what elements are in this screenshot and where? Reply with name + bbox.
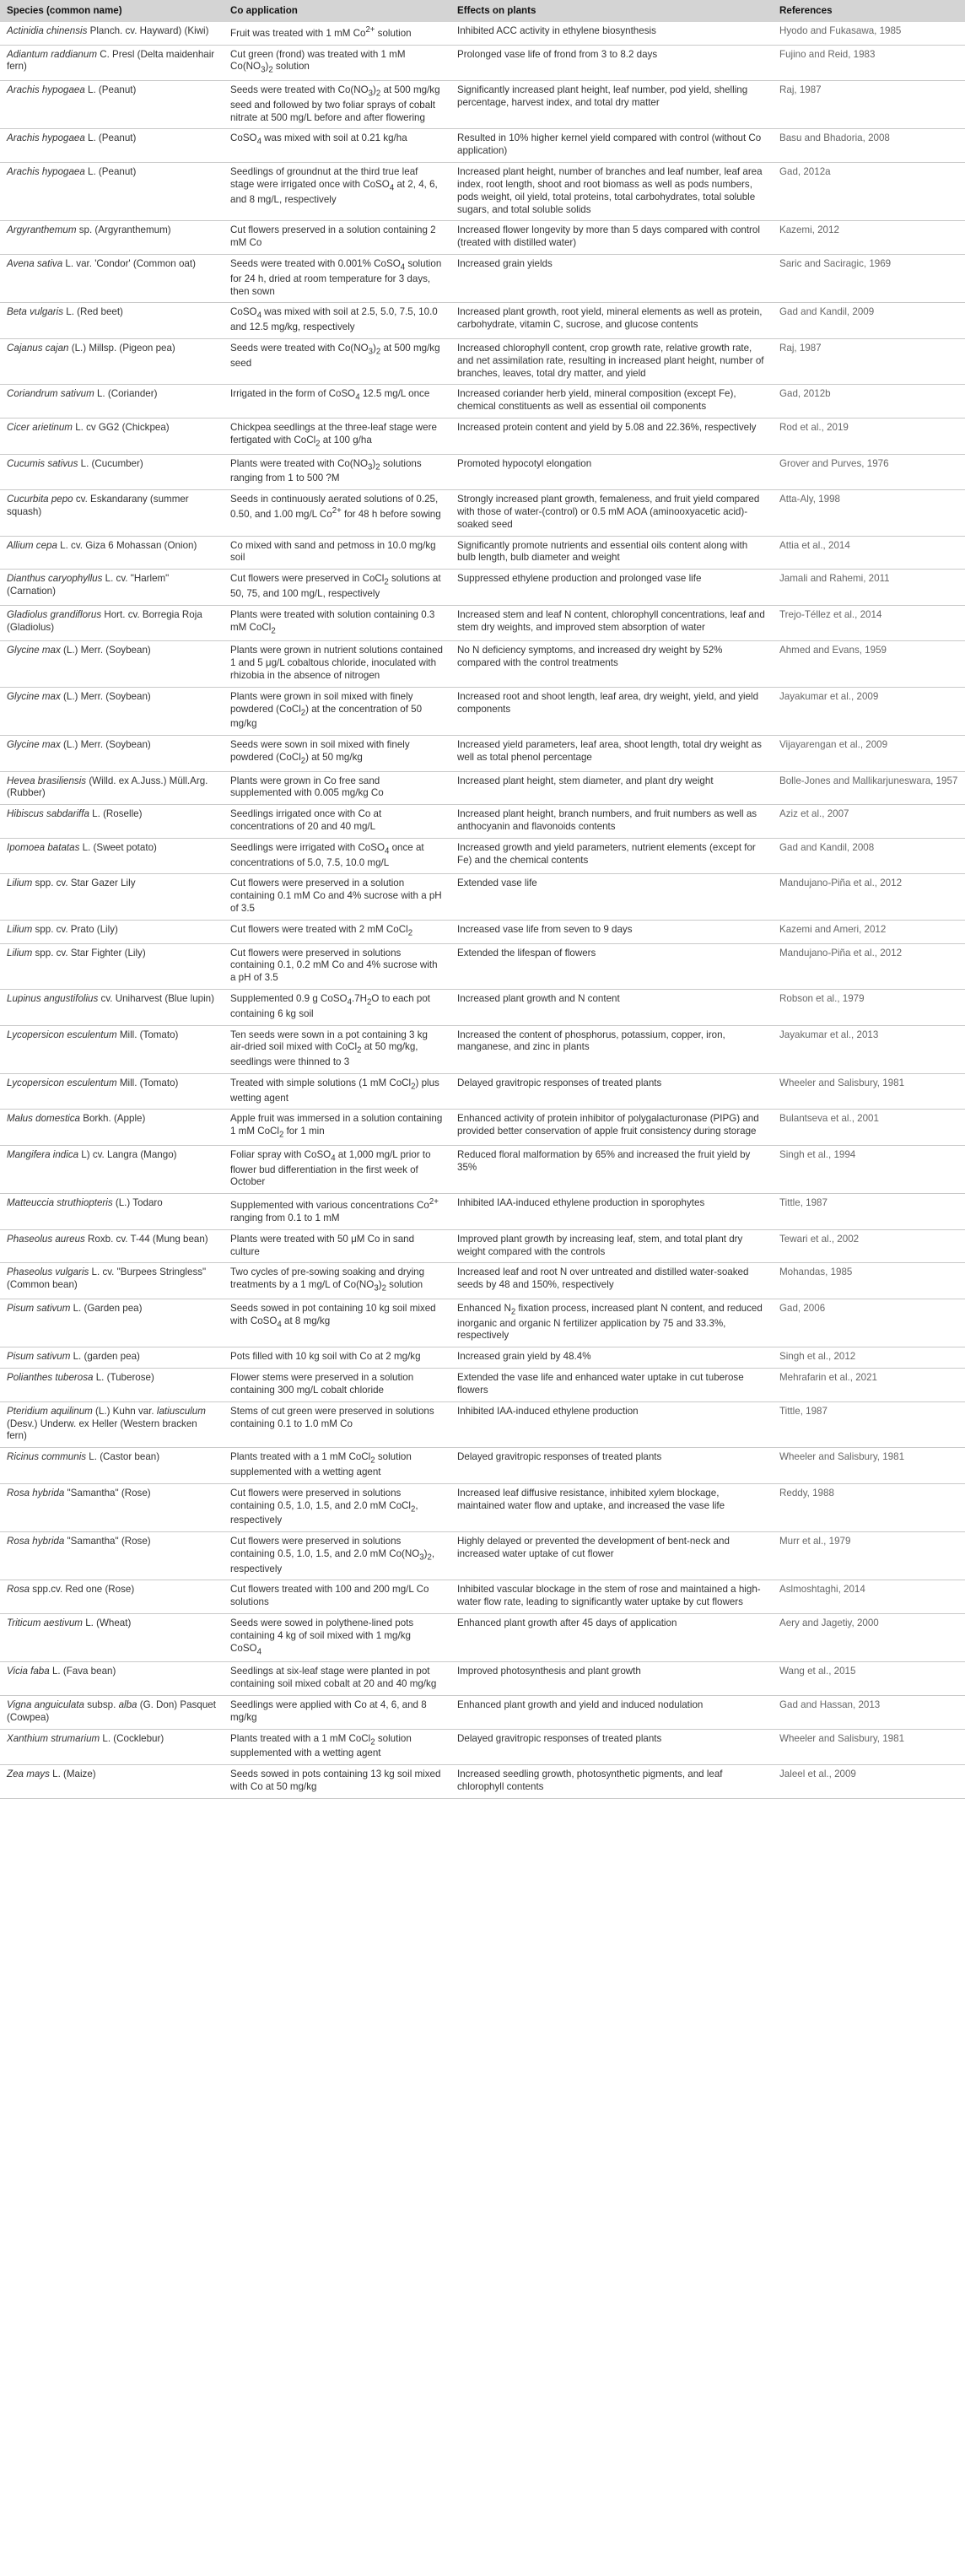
effects-cell: Improved plant growth by increasing leaf, stem, and total plant dry weight compared with the controls: [450, 1229, 773, 1263]
species-cell: Dianthus caryophyllus L. cv. "Harlem" (Carnation): [0, 570, 224, 606]
species-cell: Matteuccia struthiopteris (L.) Todaro: [0, 1194, 224, 1230]
co-application-cell: Seeds were sowed in polythene-lined pots containing 4 kg of soil mixed with 1 mg/kg CoSO$_4$: [224, 1614, 450, 1662]
reference-cell: Aery and Jagetiy, 2000: [773, 1614, 965, 1662]
effects-cell: Inhibited vascular blockage in the stem of rose and maintained a high-water flow rate, leading to significantly water uptake by cut flowers: [450, 1580, 773, 1614]
effects-cell: Improved photosynthesis and plant growth: [450, 1662, 773, 1696]
co-application-cell: Plants treated with a 1 mM CoCl$_2$ solution supplemented with a wetting agent: [224, 1448, 450, 1484]
species-cell: Lilium spp. cv. Prato (Lily): [0, 920, 224, 943]
species-cell: Glycine max (L.) Merr. (Soybean): [0, 641, 224, 687]
co-application-cell: Seeds sowed in pot containing 10 kg soil mixed with CoSO$_4$ at 8 mg/kg: [224, 1299, 450, 1347]
species-cell: Rosa spp.cv. Red one (Rose): [0, 1580, 224, 1614]
co-application-cell: Seeds were treated with 0.001% CoSO$_4$ solution for 24 h, dried at room temperature for 3 days, then sown: [224, 255, 450, 303]
reference-cell: Vijayarengan et al., 2009: [773, 736, 965, 772]
co-application-cell: CoSO$_4$ was mixed with soil at 2.5, 5.0, 7.5, 10.0 and 12.5 mg/kg, respectively: [224, 303, 450, 339]
effects-cell: Increased grain yield by 48.4%: [450, 1347, 773, 1369]
effects-cell: Increased plant growth, root yield, mineral elements as well as protein, carbohydrate, vitamin C, sucrose, and glucose contents: [450, 303, 773, 339]
species-cell: Coriandrum sativum L. (Coriander): [0, 385, 224, 419]
table-row: [0, 1263, 965, 1299]
table-row: [0, 1662, 965, 1696]
co-application-cell: Cut flowers preserved in a solution containing 2 mM Co: [224, 221, 450, 255]
effects-cell: Increased plant height, branch numbers, and fruit numbers as well as anthocyanin and flavonoids contents: [450, 805, 773, 839]
species-cell: Pisum sativum L. (Garden pea): [0, 1299, 224, 1347]
effects-cell: Suppressed ethylene production and prolonged vase life: [450, 570, 773, 606]
effects-cell: Increased seedling growth, photosynthetic pigments, and leaf chlorophyll contents: [450, 1765, 773, 1799]
header-co-application: Co application: [224, 0, 450, 22]
effects-cell: Significantly promote nutrients and essential oils content along with bulb length, bulb diameter and weight: [450, 536, 773, 570]
effects-cell: Increased coriander herb yield, mineral composition (except Fe), chemical constituents as well as essential oil components: [450, 385, 773, 419]
table-row: [0, 490, 965, 536]
table-row: [0, 45, 965, 81]
species-cell: Rosa hybrida "Samantha" (Rose): [0, 1483, 224, 1531]
reference-cell: Tittle, 1987: [773, 1194, 965, 1230]
effects-cell: Increased stem and leaf N content, chlorophyll concentrations, leaf and stem dry weights, and improved stem absorption of water: [450, 605, 773, 641]
effects-cell: Significantly increased plant height, leaf number, pod yield, shelling percentage, harvest index, and total dry matter: [450, 81, 773, 129]
table-row: [0, 385, 965, 419]
species-cell: Pteridium aquilinum (L.) Kuhn var. latiusculum (Desv.) Underw. ex Heller (Western bracken fern): [0, 1401, 224, 1447]
co-application-cell: Two cycles of pre-sowing soaking and drying treatments by a 1 mg/L of $Co(NO_3)_2$ solution: [224, 1263, 450, 1299]
table-row: [0, 1696, 965, 1730]
co-application-cell: Fruit was treated with 1 mM $Co^{2+}$ solution: [224, 22, 450, 45]
co-application-cell: Seeds were treated with $Co(NO_3)_2$ at 500 mg/kg seed: [224, 338, 450, 384]
species-cell: Cajanus cajan (L.) Millsp. (Pigeon pea): [0, 338, 224, 384]
species-cell: Arachis hypogaea L. (Peanut): [0, 81, 224, 129]
co-application-cell: Irrigated in the form of CoSO$_4$ 12.5 mg/L once: [224, 385, 450, 419]
effects-cell: Delayed gravitropic responses of treated plants: [450, 1448, 773, 1484]
co-application-cell: Seedlings at six-leaf stage were planted in pot containing soil mixed cobalt at 20 and 40 mg/kg: [224, 1662, 450, 1696]
species-cell: Triticum aestivum L. (Wheat): [0, 1614, 224, 1662]
reference-cell: Aslmoshtaghi, 2014: [773, 1580, 965, 1614]
co-application-cell: Supplemented 0.9 g $CoSO_4.7H_2O$ to each pot containing 6 kg soil: [224, 990, 450, 1026]
co-application-cell: Cut flowers were preserved in CoCl$_2$ solutions at 50, 75, and 100 mg/L, respectively: [224, 570, 450, 606]
effects-cell: Increased plant growth and N content: [450, 990, 773, 1026]
reference-cell: Singh et al., 1994: [773, 1145, 965, 1193]
reference-cell: Trejo-Téllez et al., 2014: [773, 605, 965, 641]
effects-cell: Increased leaf diffusive resistance, inhibited xylem blockage, maintained water flow and uptake, and increased the vase life: [450, 1483, 773, 1531]
co-application-cell: Cut flowers were preserved in a solution containing 0.1 mM Co and 4% sucrose with a pH of 3.5: [224, 874, 450, 920]
reference-cell: Mandujano-Piña et al., 2012: [773, 943, 965, 989]
reference-cell: Singh et al., 2012: [773, 1347, 965, 1369]
table-row: [0, 338, 965, 384]
reference-cell: Kazemi and Ameri, 2012: [773, 920, 965, 943]
species-cell: Argyranthemum sp. (Argyranthemum): [0, 221, 224, 255]
co-application-cell: Apple fruit was immersed in a solution containing 1 mM CoCl$_2$ for 1 min: [224, 1110, 450, 1146]
co-application-cell: Supplemented with various concentrations $Co^{2+}$ ranging from 0.1 to 1 mM: [224, 1194, 450, 1230]
effects-cell: Enhanced plant growth after 45 days of application: [450, 1614, 773, 1662]
co-application-cell: Plants were treated with $Co(NO_3)_2$ solutions ranging from 1 to 500 ?M: [224, 454, 450, 490]
species-cell: Lilium spp. cv. Star Fighter (Lily): [0, 943, 224, 989]
species-cell: Rosa hybrida "Samantha" (Rose): [0, 1532, 224, 1580]
co-application-cell: Plants were grown in nutrient solutions contained 1 and 5 μg/L cobaltous chloride, inoculated with rhizobia in the absence of nitrogen: [224, 641, 450, 687]
reference-cell: Tittle, 1987: [773, 1401, 965, 1447]
reference-cell: Mehrafarin et al., 2021: [773, 1369, 965, 1402]
reference-cell: Robson et al., 1979: [773, 990, 965, 1026]
header-references: References: [773, 0, 965, 22]
co-application-cell: Plants were grown in Co free sand supplemented with 0.005 mg/kg Co: [224, 771, 450, 805]
reference-cell: Mohandas, 1985: [773, 1263, 965, 1299]
effects-cell: Prolonged vase life of frond from 3 to 8.2 days: [450, 45, 773, 81]
effects-cell: No N deficiency symptoms, and increased dry weight by 52% compared with the control treatments: [450, 641, 773, 687]
co-application-cell: Plants were treated with 50 μM Co in sand culture: [224, 1229, 450, 1263]
table-row: [0, 303, 965, 339]
reference-cell: Wheeler and Salisbury, 1981: [773, 1073, 965, 1110]
species-cell: Arachis hypogaea L. (Peanut): [0, 163, 224, 221]
reference-cell: Jayakumar et al., 2009: [773, 687, 965, 735]
species-cell: Hevea brasiliensis (Willd. ex A.Juss.) Müll.Arg. (Rubber): [0, 771, 224, 805]
table-row: [0, 1073, 965, 1110]
table-row: [0, 771, 965, 805]
effects-cell: Delayed gravitropic responses of treated plants: [450, 1729, 773, 1765]
co-application-cell: Seeds were treated with $Co(NO_3)_2$ at 500 mg/kg seed and followed by two foliar sprays of cobalt nitrate at 500 mg/L before and after flowering: [224, 81, 450, 129]
effects-cell: Inhibited IAA-induced ethylene production: [450, 1401, 773, 1447]
table-row: [0, 22, 965, 45]
table-row: [0, 1614, 965, 1662]
co-application-cell: Cut flowers were treated with 2 mM CoCl$_2$: [224, 920, 450, 943]
table-row: [0, 1401, 965, 1447]
table-row: [0, 736, 965, 772]
table-body: [0, 22, 965, 1799]
reference-cell: Bulantseva et al., 2001: [773, 1110, 965, 1146]
table-row: [0, 1229, 965, 1263]
table-row: [0, 419, 965, 455]
reference-cell: Grover and Purves, 1976: [773, 454, 965, 490]
table-row: [0, 805, 965, 839]
species-cell: Adiantum raddianum C. Presl (Delta maidenhair fern): [0, 45, 224, 81]
species-cell: Glycine max (L.) Merr. (Soybean): [0, 687, 224, 735]
table-row: [0, 570, 965, 606]
co-application-cell: Cut flowers were preserved in solutions containing 0.5, 1.0, 1.5, and 2.0 mM CoCl$_2$, respectively: [224, 1483, 450, 1531]
reference-cell: Gad, 2006: [773, 1299, 965, 1347]
species-cell: Zea mays L. (Maize): [0, 1765, 224, 1799]
reference-cell: Jayakumar et al., 2013: [773, 1025, 965, 1073]
table-row: [0, 1025, 965, 1073]
table-row: [0, 1194, 965, 1230]
species-cell: Allium cepa L. cv. Giza 6 Mohassan (Onion): [0, 536, 224, 570]
co-application-cell: Seeds sowed in pots containing 13 kg soil mixed with Co at 50 mg/kg: [224, 1765, 450, 1799]
co-application-cell: Co mixed with sand and petmoss in 10.0 mg/kg soil: [224, 536, 450, 570]
species-cell: Ipomoea batatas L. (Sweet potato): [0, 838, 224, 874]
reference-cell: Gad and Kandil, 2009: [773, 303, 965, 339]
effects-cell: Resulted in 10% higher kernel yield compared with control (without Co application): [450, 129, 773, 163]
reference-cell: Aziz et al., 2007: [773, 805, 965, 839]
reference-cell: Wang et al., 2015: [773, 1662, 965, 1696]
species-cell: Gladiolus grandiflorus Hort. cv. Borregia Roja (Gladiolus): [0, 605, 224, 641]
species-cell: Hibiscus sabdariffa L. (Roselle): [0, 805, 224, 839]
co-application-cell: Plants were grown in soil mixed with finely powdered (CoCl$_2$) at the concentration of 50 mg/kg: [224, 687, 450, 735]
effects-cell: Increased vase life from seven to 9 days: [450, 920, 773, 943]
species-cell: Cucurbita pepo cv. Eskandarany (summer squash): [0, 490, 224, 536]
effects-cell: Promoted hypocotyl elongation: [450, 454, 773, 490]
effects-cell: Inhibited ACC activity in ethylene biosynthesis: [450, 22, 773, 45]
table-row: [0, 641, 965, 687]
reference-cell: Gad and Hassan, 2013: [773, 1696, 965, 1730]
reference-cell: Gad and Kandil, 2008: [773, 838, 965, 874]
table-row: [0, 1110, 965, 1146]
co-application-cell: Seedlings were irrigated with CoSO$_4$ once at concentrations of 5.0, 7.5, 10.0 mg/L: [224, 838, 450, 874]
species-cell: Pisum sativum L. (garden pea): [0, 1347, 224, 1369]
species-cell: Vicia faba L. (Fava bean): [0, 1662, 224, 1696]
reference-cell: Basu and Bhadoria, 2008: [773, 129, 965, 163]
species-cell: Beta vulgaris L. (Red beet): [0, 303, 224, 339]
reference-cell: Rod et al., 2019: [773, 419, 965, 455]
reference-cell: Kazemi, 2012: [773, 221, 965, 255]
table-row: [0, 1347, 965, 1369]
effects-cell: Strongly increased plant growth, femaleness, and fruit yield compared with those of water-(control) or 0.5 mM AOA (aminooxyacetic acid)-soaked seed: [450, 490, 773, 536]
effects-cell: Increased protein content and yield by 5.08 and 22.36%, respectively: [450, 419, 773, 455]
reference-cell: Jaleel et al., 2009: [773, 1765, 965, 1799]
co-application-cell: Cut green (frond) was treated with 1 mM $Co(NO_3)_2$ solution: [224, 45, 450, 81]
table-row: [0, 605, 965, 641]
effects-cell: Increased leaf and root N over untreated and distilled water-soaked seeds by 48 and 150%, respectively: [450, 1263, 773, 1299]
species-cell: Polianthes tuberosa L. (Tuberose): [0, 1369, 224, 1402]
table-row: [0, 454, 965, 490]
table-row: [0, 1145, 965, 1193]
co-application-cell: Seeds were sown in soil mixed with finely powdered (CoCl$_2$) at 50 mg/kg: [224, 736, 450, 772]
species-cell: Lycopersicon esculentum Mill. (Tomato): [0, 1073, 224, 1110]
species-cell: Malus domestica Borkh. (Apple): [0, 1110, 224, 1146]
species-cell: Cucumis sativus L. (Cucumber): [0, 454, 224, 490]
effects-cell: Increased root and shoot length, leaf area, dry weight, yield, and yield components: [450, 687, 773, 735]
co-application-cell: Chickpea seedlings at the three-leaf stage were fertigated with CoCl$_2$ at 100 g/ha: [224, 419, 450, 455]
table-row: [0, 163, 965, 221]
co-application-cell: Foliar spray with CoSO$_4$ at 1,000 mg/L prior to flower bud differentiation in the first week of October: [224, 1145, 450, 1193]
table-header-row: [0, 0, 965, 22]
co-application-cell: Treated with simple solutions (1 mM CoCl$_2$) plus wetting agent: [224, 1073, 450, 1110]
reference-cell: Reddy, 1988: [773, 1483, 965, 1531]
species-cell: Glycine max (L.) Merr. (Soybean): [0, 736, 224, 772]
reference-cell: Raj, 1987: [773, 81, 965, 129]
co-application-cell: Cut flowers treated with 100 and 200 mg/L Co solutions: [224, 1580, 450, 1614]
table-row: [0, 129, 965, 163]
species-cell: Arachis hypogaea L. (Peanut): [0, 129, 224, 163]
table-row: [0, 1369, 965, 1402]
reference-cell: Tewari et al., 2002: [773, 1229, 965, 1263]
reference-cell: Atta-Aly, 1998: [773, 490, 965, 536]
table-row: [0, 990, 965, 1026]
header-effects: Effects on plants: [450, 0, 773, 22]
co-application-cell: Cut flowers were preserved in solutions containing 0.5, 1.0, 1.5, and 2.0 mM $Co(NO_3)_2$, respectively: [224, 1532, 450, 1580]
effects-cell: Increased the content of phosphorus, potassium, copper, iron, manganese, and zinc in plants: [450, 1025, 773, 1073]
species-cell: Actinidia chinensis Planch. cv. Hayward) (Kiwi): [0, 22, 224, 45]
header-species: Species (common name): [0, 0, 224, 22]
table-row: [0, 1580, 965, 1614]
reference-cell: Bolle-Jones and Mallikarjuneswara, 1957: [773, 771, 965, 805]
effects-cell: Extended the vase life and enhanced water uptake in cut tuberose flowers: [450, 1369, 773, 1402]
table-row: [0, 838, 965, 874]
reference-cell: Hyodo and Fukasawa, 1985: [773, 22, 965, 45]
co-application-cell: Seedlings irrigated once with Co at concentrations of 20 and 40 mg/L: [224, 805, 450, 839]
table-row: [0, 255, 965, 303]
co-application-cell: Flower stems were preserved in a solution containing 300 mg/L cobalt chloride: [224, 1369, 450, 1402]
table-row: [0, 1532, 965, 1580]
co-application-cell: CoSO$_4$ was mixed with soil at 0.21 kg/ha: [224, 129, 450, 163]
species-cell: Mangifera indica L) cv. Langra (Mango): [0, 1145, 224, 1193]
species-cell: Phaseolus aureus Roxb. cv. T-44 (Mung bean): [0, 1229, 224, 1263]
effects-cell: Increased yield parameters, leaf area, shoot length, total dry weight as well as total phenol percentage: [450, 736, 773, 772]
reference-cell: Gad, 2012b: [773, 385, 965, 419]
species-cell: Phaseolus vulgaris L. cv. "Burpees Stringless" (Common bean): [0, 1263, 224, 1299]
reference-cell: Saric and Saciragic, 1969: [773, 255, 965, 303]
effects-cell: Delayed gravitropic responses of treated plants: [450, 1073, 773, 1110]
reference-cell: Ahmed and Evans, 1959: [773, 641, 965, 687]
co-application-cell: Cut flowers were preserved in solutions containing 0.1, 0.2 mM Co and 4% sucrose with a pH of 3.5: [224, 943, 450, 989]
co-application-cell: Pots filled with 10 kg soil with Co at 2 mg/kg: [224, 1347, 450, 1369]
table-row: [0, 221, 965, 255]
effects-cell: Increased chlorophyll content, crop growth rate, relative growth rate, and net assimilation rate, resulting in increased plant height, number of branches, leaves, total dry matter, and yield: [450, 338, 773, 384]
effects-cell: Reduced floral malformation by 65% and increased the fruit yield by 35%: [450, 1145, 773, 1193]
co-application-cell: Stems of cut green were preserved in solutions containing 0.1 to 1.0 mM Co: [224, 1401, 450, 1447]
species-cell: Ricinus communis L. (Castor bean): [0, 1448, 224, 1484]
reference-cell: Jamali and Rahemi, 2011: [773, 570, 965, 606]
effects-cell: Increased flower longevity by more than 5 days compared with control (treated with distilled water): [450, 221, 773, 255]
reference-cell: Attia et al., 2014: [773, 536, 965, 570]
table-row: [0, 1448, 965, 1484]
co-application-cell: Seedlings of groundnut at the third true leaf stage were irrigated once with CoSO$_4$ at 2, 4, 6, and 8 mg/L, respectively: [224, 163, 450, 221]
table-row: [0, 536, 965, 570]
effects-cell: Inhibited IAA-induced ethylene production in sporophytes: [450, 1194, 773, 1230]
effects-cell: Extended vase life: [450, 874, 773, 920]
reference-cell: Wheeler and Salisbury, 1981: [773, 1729, 965, 1765]
co-application-cell: Seedlings were applied with Co at 4, 6, and 8 mg/kg: [224, 1696, 450, 1730]
table-row: [0, 1729, 965, 1765]
table-row: [0, 1483, 965, 1531]
reference-cell: Raj, 1987: [773, 338, 965, 384]
reference-cell: Mandujano-Piña et al., 2012: [773, 874, 965, 920]
effects-cell: Enhanced plant growth and yield and induced nodulation: [450, 1696, 773, 1730]
species-cell: Lilium spp. cv. Star Gazer Lily: [0, 874, 224, 920]
table-row: [0, 687, 965, 735]
co-application-cell: Plants were treated with solution containing 0.3 mM CoCl$_2$: [224, 605, 450, 641]
reference-cell: Gad, 2012a: [773, 163, 965, 221]
species-cell: Xanthium strumarium L. (Cocklebur): [0, 1729, 224, 1765]
reference-cell: Fujino and Reid, 1983: [773, 45, 965, 81]
species-cell: Cicer arietinum L. cv GG2 (Chickpea): [0, 419, 224, 455]
effects-cell: Highly delayed or prevented the development of bent-neck and increased water uptake of cut flower: [450, 1532, 773, 1580]
effects-cell: Increased growth and yield parameters, nutrient elements (except for Fe) and the chemical contents: [450, 838, 773, 874]
table-row: [0, 81, 965, 129]
effects-cell: Extended the lifespan of flowers: [450, 943, 773, 989]
species-cell: Lupinus angustifolius cv. Uniharvest (Blue lupin): [0, 990, 224, 1026]
table-row: [0, 1765, 965, 1799]
table-row: [0, 1299, 965, 1347]
table-row: [0, 874, 965, 920]
table-row: [0, 920, 965, 943]
reference-cell: Murr et al., 1979: [773, 1532, 965, 1580]
species-cell: Avena sativa L. var. 'Condor' (Common oat): [0, 255, 224, 303]
effects-cell: Increased grain yields: [450, 255, 773, 303]
species-cell: Vigna anguiculata subsp. alba (G. Don) Pasquet (Cowpea): [0, 1696, 224, 1730]
effects-cell: Increased plant height, stem diameter, and plant dry weight: [450, 771, 773, 805]
co-application-cell: Seeds in continuously aerated solutions of 0.25, 0.50, and 1.00 mg/L $Co^{2+}$ for 48 h before sowing: [224, 490, 450, 536]
effects-cell: Increased plant height, number of branches and leaf number, leaf area index, root length, shoot and root biomass as well as pods numbers, pods weight, oil yield, total proteins, total carbohydrates, total soluble sugars, and total soluble solids: [450, 163, 773, 221]
table-row: [0, 943, 965, 989]
co-application-cell: Plants treated with a 1 mM CoCl$_2$ solution supplemented with a wetting agent: [224, 1729, 450, 1765]
co-application-cell: Ten seeds were sown in a pot containing 3 kg air-dried soil mixed with CoCl$_2$ at 50 mg/kg, seedlings were thinned to 3: [224, 1025, 450, 1073]
effects-cell: Enhanced activity of protein inhibitor of polygalacturonase (PIPG) and provided better conservation of apple fruit consistency during storage: [450, 1110, 773, 1146]
species-cell: Lycopersicon esculentum Mill. (Tomato): [0, 1025, 224, 1073]
reference-cell: Wheeler and Salisbury, 1981: [773, 1448, 965, 1484]
effects-cell: Enhanced $N_2$ fixation process, increased plant N content, and reduced inorganic and organic N fertilizer application by 75 and 33.3%, respectively: [450, 1299, 773, 1347]
